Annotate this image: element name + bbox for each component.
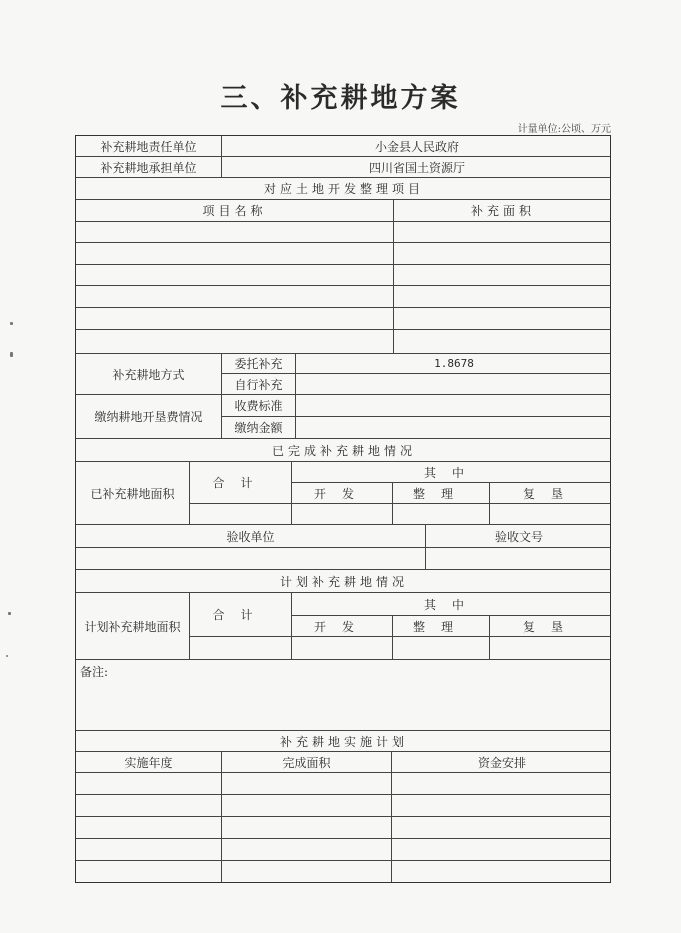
acceptance-doc-value[interactable] xyxy=(426,548,611,570)
fee-standard-label: 收费标准 xyxy=(222,395,296,417)
impl-year-cell[interactable] xyxy=(76,861,222,883)
impl-year-cell[interactable] xyxy=(76,839,222,861)
completed-reclamation-value[interactable] xyxy=(490,504,611,525)
self-value[interactable] xyxy=(296,374,611,395)
project-area-cell[interactable] xyxy=(394,265,611,286)
unit-note: 计量单位:公顷、万元 xyxy=(517,124,611,135)
project-name-cell[interactable] xyxy=(76,286,394,308)
impl-year-header: 实施年度 xyxy=(76,752,222,773)
planned-area-label: 计划补充耕地面积 xyxy=(76,593,190,660)
impl-area-cell[interactable] xyxy=(222,795,392,817)
impl-year-cell[interactable] xyxy=(76,795,222,817)
responsible-unit-label: 补充耕地责任单位 xyxy=(76,136,222,157)
fee-label: 缴纳耕地开垦费情况 xyxy=(76,395,222,439)
project-area-cell[interactable] xyxy=(394,286,611,308)
scan-speck xyxy=(6,655,8,657)
impl-year-cell[interactable] xyxy=(76,773,222,795)
farmland-compensation-form xyxy=(75,135,611,883)
page-title: 三、补充耕地方案 xyxy=(220,83,461,114)
project-name-cell[interactable] xyxy=(76,243,394,265)
planned-among-label: 其中 xyxy=(292,593,611,616)
completed-area-label: 已补充耕地面积 xyxy=(76,462,190,525)
planned-total-label: 合计 xyxy=(190,593,292,637)
planned-development-value[interactable] xyxy=(292,637,393,660)
undertaking-unit-value[interactable]: 四川省国土资源厅 xyxy=(222,157,611,178)
project-name-cell[interactable] xyxy=(76,222,394,243)
scan-speck xyxy=(8,612,11,615)
undertaking-unit-label: 补充耕地承担单位 xyxy=(76,157,222,178)
project-name-cell[interactable] xyxy=(76,308,394,330)
planned-kind-consolidation: 整理 xyxy=(393,616,490,637)
impl-funds-cell[interactable] xyxy=(392,795,611,817)
project-area-cell[interactable] xyxy=(394,330,611,354)
completed-consolidation-value[interactable] xyxy=(393,504,490,525)
planned-total-value[interactable] xyxy=(190,637,292,660)
impl-funds-cell[interactable] xyxy=(392,773,611,795)
corresponding-projects-title: 对应土地开发整理项目 xyxy=(76,178,611,200)
completed-kind-consolidation: 整理 xyxy=(393,483,490,504)
project-area-header: 补充面积 xyxy=(394,200,611,222)
entrusted-value[interactable]: 1.8678 xyxy=(296,354,611,374)
method-label: 补充耕地方式 xyxy=(76,354,222,395)
self-label: 自行补充 xyxy=(222,374,296,395)
planned-reclamation-value[interactable] xyxy=(490,637,611,660)
acceptance-unit-value[interactable] xyxy=(76,548,426,570)
completed-title: 已完成补充耕地情况 xyxy=(76,439,611,462)
project-area-cell[interactable] xyxy=(394,308,611,330)
completed-kind-development: 开发 xyxy=(292,483,393,504)
impl-funds-cell[interactable] xyxy=(392,839,611,861)
project-name-cell[interactable] xyxy=(76,330,394,354)
fee-standard-value[interactable] xyxy=(296,395,611,417)
planned-kind-reclamation: 复垦 xyxy=(490,616,611,637)
completed-development-value[interactable] xyxy=(292,504,393,525)
acceptance-doc-label: 验收文号 xyxy=(426,525,611,548)
implementation-title: 补充耕地实施计划 xyxy=(76,731,611,752)
responsible-unit-value[interactable]: 小金县人民政府 xyxy=(222,136,611,157)
planned-consolidation-value[interactable] xyxy=(393,637,490,660)
fee-amount-label: 缴纳金额 xyxy=(222,417,296,439)
planned-title: 计划补充耕地情况 xyxy=(76,570,611,593)
completed-among-label: 其中 xyxy=(292,462,611,483)
fee-amount-value[interactable] xyxy=(296,417,611,439)
completed-total-value[interactable] xyxy=(190,504,292,525)
entrusted-label: 委托补充 xyxy=(222,354,296,374)
remarks-label: 备注: xyxy=(80,665,109,679)
impl-year-cell[interactable] xyxy=(76,817,222,839)
impl-area-cell[interactable] xyxy=(222,839,392,861)
impl-area-cell[interactable] xyxy=(222,773,392,795)
impl-funds-header: 资金安排 xyxy=(392,752,611,773)
completed-kind-reclamation: 复垦 xyxy=(490,483,611,504)
scan-speck xyxy=(10,352,13,357)
project-name-header: 项目名称 xyxy=(76,200,394,222)
impl-area-cell[interactable] xyxy=(222,861,392,883)
project-area-cell[interactable] xyxy=(394,222,611,243)
scan-speck xyxy=(10,322,13,325)
impl-area-cell[interactable] xyxy=(222,817,392,839)
project-name-cell[interactable] xyxy=(76,265,394,286)
project-area-cell[interactable] xyxy=(394,243,611,265)
planned-kind-development: 开发 xyxy=(292,616,393,637)
impl-area-header: 完成面积 xyxy=(222,752,392,773)
acceptance-unit-label: 验收单位 xyxy=(76,525,426,548)
completed-total-label: 合计 xyxy=(190,462,292,504)
remarks-box[interactable] xyxy=(76,660,611,731)
impl-funds-cell[interactable] xyxy=(392,817,611,839)
impl-funds-cell[interactable] xyxy=(392,861,611,883)
